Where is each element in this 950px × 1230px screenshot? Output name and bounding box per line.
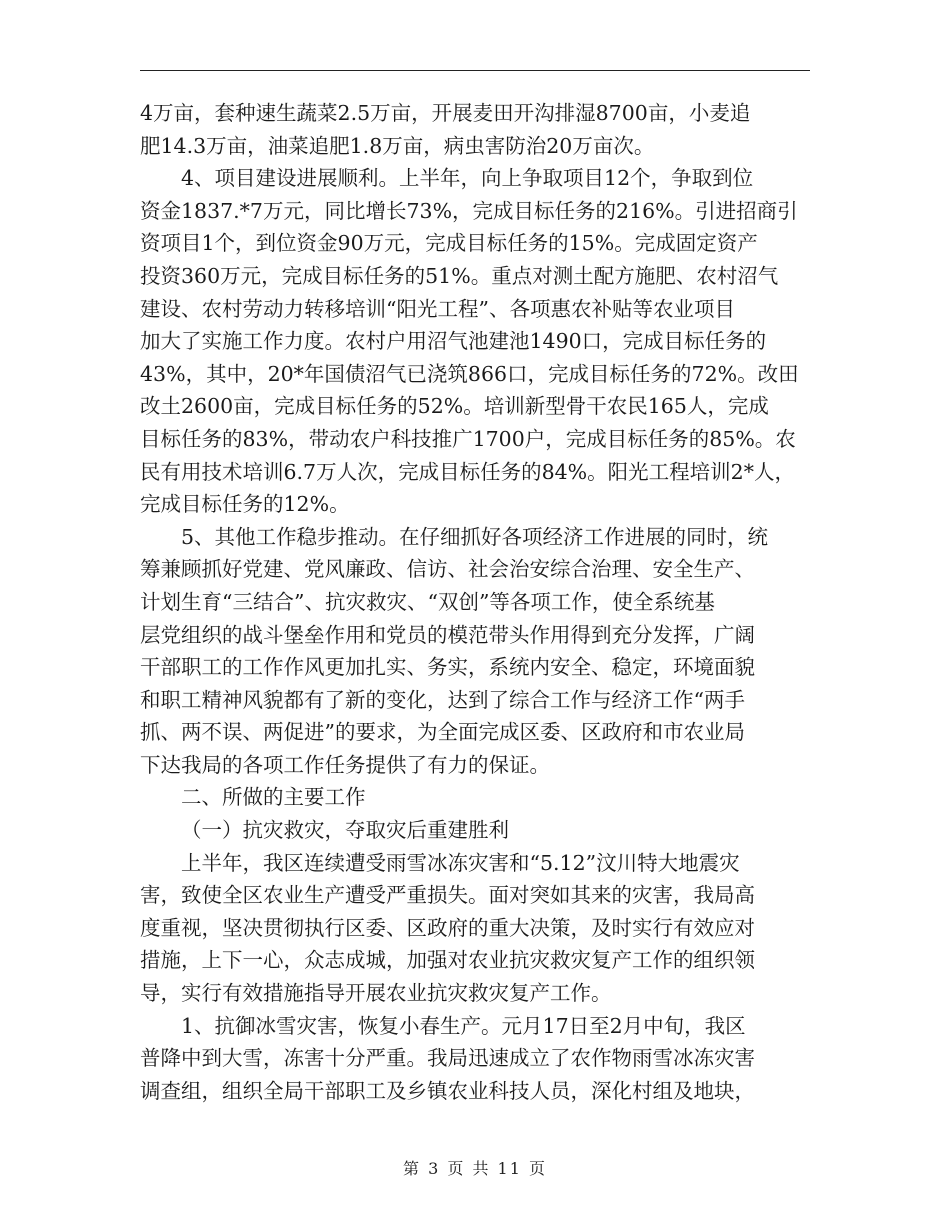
text-line: 调查组，组织全局干部职工及乡镇农业科技人员，深化村组及地块，: [140, 1078, 755, 1103]
text-line: 完成目标任务的12%。: [140, 492, 350, 517]
text-line: 层党组织的战斗堡垒作用和党员的模范带头作用得到充分发挥，广阔: [140, 622, 755, 647]
text-line: 43%，其中，20*年国债沼气已浇筑866口，完成目标任务的72%。改田: [140, 361, 799, 386]
subsection-heading: （一）抗灾救灾，夺取灾后重建胜利: [181, 818, 509, 843]
text-line: 投资360万元，完成目标任务的51%。重点对测土配方施肥、农村沼气: [140, 263, 779, 288]
text-line: 下达我局的各项工作任务提供了有力的保证。: [140, 752, 550, 777]
text-line: 上半年，我区连续遭受雨雪冰冻灾害和“5.12”汶川特大地震灾: [181, 850, 740, 875]
text-line: 加大了实施工作力度。农村户用沼气池建池1490口，完成目标任务的: [140, 329, 767, 354]
document-body: [140, 97, 812, 1107]
text-line: 抓、两不误、两促进”的要求，为全面完成区委、区政府和市农业局: [140, 720, 745, 745]
text-line: 计划生育“三结合”、抗灾救灾、“双创”等各项工作，使全系统基: [140, 589, 715, 614]
text-line: 导，实行有效措施指导开展农业抗灾救灾复产工作。: [140, 981, 612, 1006]
text-line: 目标任务的83%，带动农户科技推广1700户，完成目标任务的85%。农: [140, 426, 796, 451]
text-line: 4万亩，套种速生蔬菜2.5万亩，开展麦田开沟排湿8700亩，小麦追: [140, 101, 751, 125]
text-line: 害，致使全区农业生产遭受严重损失。面对突如其来的灾害，我局高: [140, 883, 755, 908]
text-line: 5、其他工作稳步推动。在仔细抓好各项经济工作进展的同时，统: [181, 524, 769, 549]
text-line: 建设、农村劳动力转移培训“阳光工程”、各项惠农补贴等农业项目: [140, 296, 735, 321]
text-line: 民有用技术培训6.7万人次，完成目标任务的84%。阳光工程培训2*人，: [140, 459, 795, 484]
text-line: 改土2600亩，完成目标任务的52%。培训新型骨干农民165人，完成: [140, 394, 769, 419]
text-line: 普降中到大雪，冻害十分严重。我局迅速成立了农作物雨雪冰冻灾害: [140, 1046, 755, 1071]
text-line: 1、抗御冰雪灾害，恢复小春生产。元月17日至2月中旬，我区: [181, 1013, 746, 1038]
text-line: 筹兼顾抓好党建、党风廉政、信访、社会治安综合治理、安全生产、: [140, 557, 755, 582]
text-line: 和职工精神风貌都有了新的变化，达到了综合工作与经济工作“两手: [140, 687, 745, 712]
text-line: 资金1837.*7万元，同比增长73%，完成目标任务的216%。引进招商引: [140, 198, 798, 223]
text-line: 肥14.3万亩，油菜追肥1.8万亩，病虫害防治20万亩次。: [140, 133, 655, 158]
text-line: 干部职工的工作作风更加扎实、务实，系统内安全、稳定，环境面貌: [140, 655, 755, 680]
text-line: 资项目1个，到位资金90万元，完成目标任务的15%。完成固定资产: [140, 231, 758, 256]
text-line: 措施，上下一心，众志成城，加强对农业抗灾救灾复产工作的组织领: [140, 948, 755, 973]
page-number-footer: 第 3 页 共 11 页: [403, 1159, 547, 1178]
header-rule: [140, 70, 810, 71]
text-line: 4、项目建设进展顺利。上半年，向上争取项目12个，争取到位: [181, 166, 754, 191]
section-heading: 二、所做的主要工作: [181, 785, 366, 810]
text-line: 度重视，坚决贯彻执行区委、区政府的重大决策，及时实行有效应对: [140, 915, 755, 940]
